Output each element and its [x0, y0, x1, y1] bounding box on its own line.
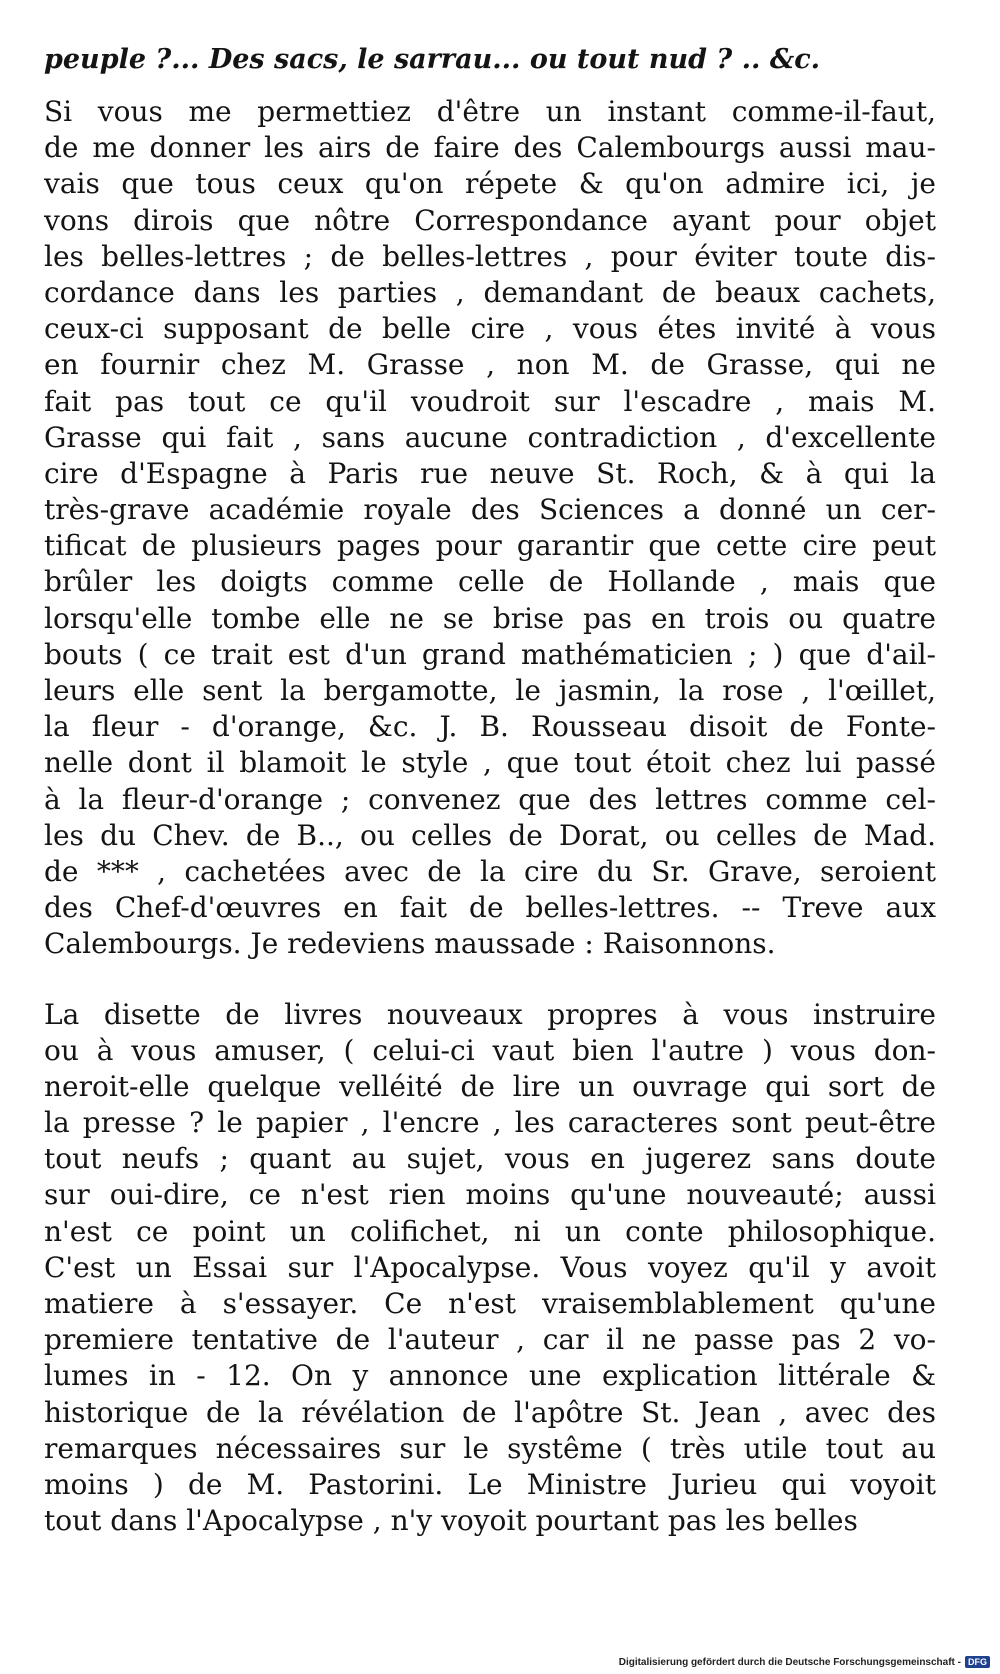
text-line: leurs elle sent la bergamotte, le jasmin, la rose , l'œillet,: [44, 674, 936, 707]
text-line: lumes in - 12. On y annonce une explication littérale &: [44, 1359, 936, 1393]
text-line: la presse ? le papier , l'encre , les caracteres sont peut-être: [44, 1106, 936, 1140]
text-line: en fournir chez M. Grasse , non M. de Grasse, qui ne: [44, 348, 936, 382]
text-line: de *** , cachetées avec de la cire du Sr. Grave, seroient: [44, 854, 936, 888]
text-line: remarques nécessaires sur le systême ( très utile tout au: [44, 1431, 936, 1465]
paragraph-2: [44, 997, 936, 1540]
text-line: lorsqu'elle tombe elle ne se brise pas en trois ou quatre: [44, 601, 936, 635]
text-line: tout neufs ; quant au sujet, vous en jugerez sans doute: [44, 1142, 936, 1176]
text-line: bouts ( ce trait est d'un grand mathématicien ; ) que d'ail-: [44, 637, 936, 671]
dfg-logo-icon: DFG: [965, 1656, 990, 1668]
text-line: C'est un Essai sur l'Apocalypse. Vous voyez qu'il y avoit: [44, 1250, 936, 1284]
text-line: neroit-elle quelque velléité de lire un ouvrage qui sort de: [44, 1069, 936, 1103]
text-line: brûler les doigts comme celle de Hollande , mais que: [44, 565, 936, 599]
document-page: [44, 40, 936, 1539]
text-line: n'est ce point un colifichet, ni un conte philosophique.: [44, 1214, 936, 1248]
text-line: historique de la révélation de l'apôtre St. Jean , avec des: [44, 1395, 936, 1429]
text-line: tout dans l'Apocalypse , n'y voyoit pourtant pas les belles: [44, 1504, 858, 1538]
text-line: cire d'Espagne à Paris rue neuve St. Roch, & à qui la: [44, 456, 936, 490]
text-line: moins ) de M. Pastorini. Le Ministre Jurieu qui voyoit: [44, 1467, 936, 1501]
text-line: ceux-ci supposant de belle cire , vous étes invité à vous: [44, 312, 936, 346]
text-line: premiere tentative de l'auteur , car il ne passe pas 2 vo-: [44, 1323, 936, 1357]
paragraph-spacer: [44, 963, 936, 997]
text-line: très-grave académie royale des Sciences a donné un cer-: [44, 493, 936, 527]
running-header: peuple ?... Des sacs, le sarrau... ou tout nud ? .. &c.: [44, 44, 821, 75]
text-line: nelle dont il blamoit le style , que tout étoit chez lui passé: [44, 746, 936, 780]
text-line: des Chef-d'œuvres en fait de belles-lettres. -- Treve aux: [44, 891, 936, 925]
text-line: les belles-lettres ; de belles-lettres , pour éviter toute dis-: [44, 239, 936, 273]
paragraph-1: [44, 94, 936, 963]
text-line: Grasse qui fait , sans aucune contradiction , d'excellente: [44, 420, 936, 454]
text-line: La disette de livres nouveaux propres à vous instruire: [44, 997, 936, 1031]
text-line: vons dirois que nôtre Correspondance ayant pour objet: [44, 203, 936, 237]
text-line: vais que tous ceux qu'on répete & qu'on admire ici, je: [44, 167, 936, 201]
text-line: ou à vous amuser, ( celui-ci vaut bien l'autre ) vous don-: [44, 1033, 936, 1067]
text-line: Calembourgs. Je redeviens maussade : Raisonnons.: [44, 927, 776, 961]
text-line: à la fleur-d'orange ; convenez que des lettres comme cel-: [44, 782, 936, 816]
text-line: matiere à s'essayer. Ce n'est vraisemblablement qu'une: [44, 1287, 936, 1320]
text-line: sur oui-dire, ce n'est rien moins qu'une nouveauté; aussi: [44, 1178, 936, 1212]
digitization-credit: [619, 1656, 990, 1668]
text-line: Si vous me permettiez d'être un instant comme-il-faut,: [44, 95, 936, 128]
text-line: tificat de plusieurs pages pour garantir que cette cire peut: [44, 529, 936, 563]
credit-text: Digitalisierung gefördert durch die Deutsche Forschungsgemeinschaft -: [618, 1656, 961, 1668]
text-line: les du Chev. de B.., ou celles de Dorat, ou celles de Mad.: [44, 818, 936, 852]
text-line: fait pas tout ce qu'il voudroit sur l'escadre , mais M.: [44, 384, 936, 418]
text-line: cordance dans les parties , demandant de beaux cachets,: [44, 275, 936, 309]
text-line: de me donner les airs de faire des Calembourgs aussi mau-: [44, 131, 936, 165]
text-line: la fleur - d'orange, &c. J. B. Rousseau disoit de Fonte-: [44, 710, 936, 744]
